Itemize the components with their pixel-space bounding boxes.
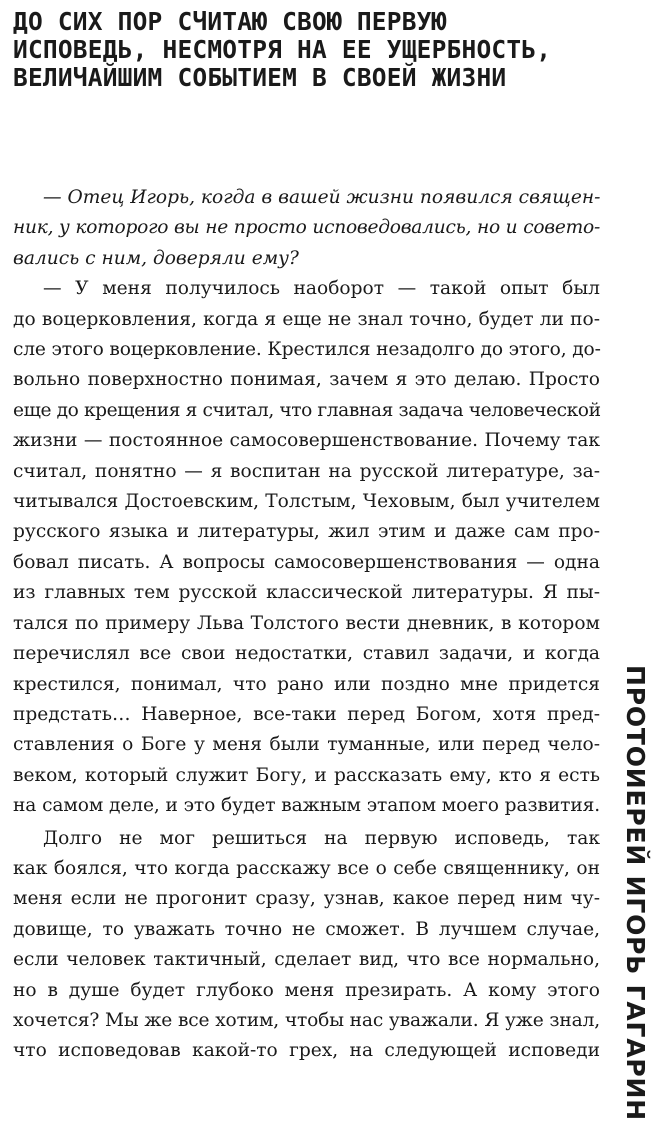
text-line: как боялся, что когда расскажу все о себе священнику, он <box>13 857 600 879</box>
text-line: предстать… Наверное, все-таки перед Богом, хотя пред- <box>13 703 600 725</box>
side-title <box>617 665 653 1121</box>
text-line: считал, понятно — я воспитан на русской литературе, за- <box>13 460 600 482</box>
text-line: читывался Достоевским, Толстым, Чеховым, был учителем <box>13 491 600 513</box>
text-line: — Отец Игорь, когда в вашей жизни появился священ- <box>43 187 601 208</box>
answer-paragraph-1 <box>13 274 600 821</box>
text-line: еще до крещения я считал, что главная задача человеческой <box>13 399 601 421</box>
text-line: крестился, понимал, что рано или поздно мне придется <box>13 673 600 695</box>
text-line: вольно поверхностно понимая, зачем я это делаю. Просто <box>13 369 600 391</box>
article-heading <box>13 8 583 92</box>
text-line: до воцерковления, когда я еще не знал точно, будет ли по- <box>13 308 600 330</box>
text-line: — У меня получилось наоборот — такой опыт был <box>43 278 600 300</box>
text-line: веком, который служит Богу, и рассказать ему, кто я есть <box>13 764 600 786</box>
text-line: на самом деле, и это будет важным этапом моего развития. <box>13 795 601 817</box>
text-line: хочется? Мы же все хотим, чтобы нас уважали. Я уже знал, <box>13 1009 600 1031</box>
text-line: если человек тактичный, сделает вид, что все нормально, <box>13 949 600 971</box>
article-body <box>13 183 600 1067</box>
interview-question <box>13 183 600 274</box>
text-line: сле этого воцерковление. Крестился незадолго до этого, до- <box>13 339 601 361</box>
text-line: жизни — постоянное самосовершенствование. Почему так <box>13 430 600 452</box>
text-line: вались с ним, доверяли ему? <box>13 247 299 269</box>
text-line: но в душе будет глубоко меня презирать. А кому этого <box>13 979 600 1001</box>
answer-paragraph-2 <box>13 824 600 1067</box>
text-line: ник, у которого вы не просто исповедовались, но и совето- <box>13 217 600 239</box>
text-line: из главных тем русской классической литературы. Я пы- <box>13 582 600 604</box>
heading-line: ВЕЛИЧАЙШИМ СОБЫТИЕМ В СВОЕЙ ЖИЗНИ <box>13 63 507 92</box>
text-line: перечислял все свои недостатки, ставил задачи, и когда <box>13 643 600 665</box>
text-line: тался по примеру Льва Толстого вести дневник, в котором <box>13 612 600 634</box>
text-line: русского языка и литературы, жил этим и даже сам про- <box>13 521 600 543</box>
heading-line: ДО СИХ ПОР СЧИТАЮ СВОЮ ПЕРВУЮ <box>13 7 447 36</box>
text-line: Долго не мог решиться на первую исповедь, так <box>43 827 600 849</box>
side-title-text: ПРОТОИЕРЕЙ ИГОРЬ ГАГАРИН <box>621 665 650 1121</box>
text-line: что исповедовав какой-то грех, на следующей исповеди <box>13 1040 600 1062</box>
text-line: меня если не прогонит сразу, узнав, какое перед ним чу- <box>13 888 600 910</box>
text-line: бовал писать. А вопросы самосовершенствования — одна <box>13 551 600 573</box>
text-line: довище, то уважать точно не сможет. В лучшем случае, <box>13 918 600 940</box>
heading-line: ИСПОВЕДЬ, НЕСМОТРЯ НА ЕЕ УЩЕРБНОСТЬ, <box>13 35 552 64</box>
text-line: ставления о Боге у меня были туманные, или перед чело- <box>13 734 600 756</box>
